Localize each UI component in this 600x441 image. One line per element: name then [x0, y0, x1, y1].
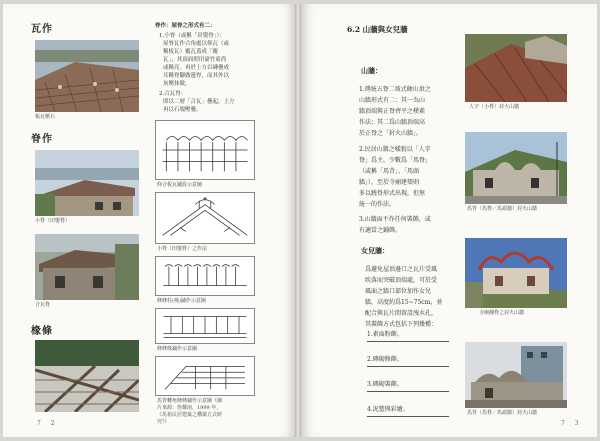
nuerqiang-item-4: 4.泥塑與彩繪。 — [367, 406, 409, 413]
nuerqiang-item-1: 1.素面粉飾。 — [367, 331, 403, 338]
caption-photo1: 板瓦壓石 — [35, 114, 56, 120]
diagram-caption-1: 仰合板瓦鋪設示意圖 — [157, 182, 203, 188]
underline-2 — [367, 366, 449, 367]
side-text-item2: 2.合瓦脊： — [159, 91, 187, 97]
nuerqiang-item-3: 3.磚砌裝飾。 — [367, 381, 403, 388]
right-caption-photo4: 馬背（馬脊／馬頭牆）封火山牆 — [467, 410, 538, 416]
nuerqiang-item-2: 2.磚砌修飾。 — [367, 356, 403, 363]
diagram-rafter-laying-2 — [155, 308, 255, 344]
diagram-caption-2: 小脊（田嬰脊）之作法 — [157, 246, 208, 252]
caption-photo3: 合瓦脊 — [35, 302, 51, 308]
underline-3 — [367, 391, 449, 392]
section-title-ji-zuo: 脊作 — [31, 134, 53, 145]
photo-rafters — [35, 340, 139, 412]
section-title-chuan-tiao: 椽條 — [31, 326, 53, 337]
diagram-caption-3: 條條柱(椽)鋪作示意圖 — [157, 298, 206, 304]
page-number-right: 7 3 — [561, 420, 583, 427]
section-title-wa-zuo: 瓦作 — [31, 24, 53, 35]
chapter-title: 6.2 山牆與女兒牆 — [347, 25, 408, 34]
left-page — [3, 4, 295, 437]
side-text-heading: 脊作：屋脊之形式有二： — [155, 23, 216, 29]
right-caption-photo1: 人字（小脊）封火山牆 — [469, 104, 520, 110]
photo-horse-back-gable-2 — [465, 342, 567, 408]
underline-1 — [367, 341, 449, 342]
photo-paired-tile-ridge — [35, 234, 139, 300]
side-text-item1-body: 屋脊瓦作合角處以仰瓦（或 稱板瓦）覆瓦蓋成「覆 瓦」，其頂面則用臺竹東尚 或稱亮。再於上方以磚疊成 耳稱脊腳做邊脊，而其外以 灰壓抹做。 — [163, 41, 230, 87]
diagram-tile-laying — [155, 120, 255, 180]
right-page — [301, 4, 597, 437]
nuerqiang-intro: 爲避免屋頂邊口之瓦片受風 吹落而突破頂端處，可於受 風面之牆口部位加作女兒 牆，高度約爲15~75cm，並 配合與瓦片間留設洩水孔， 其裝飾方式包括下列幾種： — [365, 266, 443, 328]
caption-photo2: 小脊（田嬰脊） — [35, 218, 71, 224]
side-text-item2-body: 即以二層「合瓦」疊起，上方 再以石塊壓疊。 — [163, 99, 235, 113]
photo-slab-tiles — [35, 40, 139, 112]
diagram-small-ridge-method — [155, 192, 255, 244]
photo-horse-back-gable-1 — [465, 132, 567, 204]
side-text-item1: 1.小脊（或稱「田嬰脊」）： — [159, 33, 225, 39]
page-number-left: 7 2 — [37, 420, 59, 427]
shanqiang-item-3: 3.山牆面不作任何裝飾，或 有適當之鋪飾。 — [359, 216, 431, 234]
underline-4 — [367, 416, 449, 417]
diagram-corner-rafter — [155, 356, 255, 396]
section-title-nuerqiang: 女兒牆： — [361, 246, 389, 255]
right-caption-photo2: 馬背（馬脊／馬頭牆）封火山牆 — [467, 206, 538, 212]
photo-small-ridge — [35, 150, 139, 216]
right-caption-photo3: 寺廟翹脊之封火山牆 — [479, 310, 525, 316]
shanqiang-item-2: 2.民居山牆之樣貌以「人字 脊」爲主，少數爲「馬脊」 （或稱「馬背」、「馬頭 牆」），至於寺廟建築則 多以蹺脊形式出現，但無 統一的作法。 — [359, 146, 432, 208]
diagram-caption-5: 馬背轉角條條鋪作示意圖（圖 片來源：詹耀南，1999 年， 《馬祖民居建築之構築方式研 究》） — [157, 398, 223, 425]
section-title-shanqiang: 山牆： — [361, 66, 382, 75]
diagram-rafter-laying-1 — [155, 256, 255, 296]
shanqiang-item-1: 1.傳統五脊二坡式硬山頂之 山牆形式有二：其一為山 牆頂端與正脊齊平之樸素 作法；其二爲山牆頂端高 於正脊之「封火山牆」。 — [359, 86, 431, 137]
diagram-caption-4: 條條椽鋪作示意圖 — [157, 346, 198, 352]
photo-renzi-gable — [465, 34, 567, 102]
photo-temple-gable — [465, 238, 567, 308]
